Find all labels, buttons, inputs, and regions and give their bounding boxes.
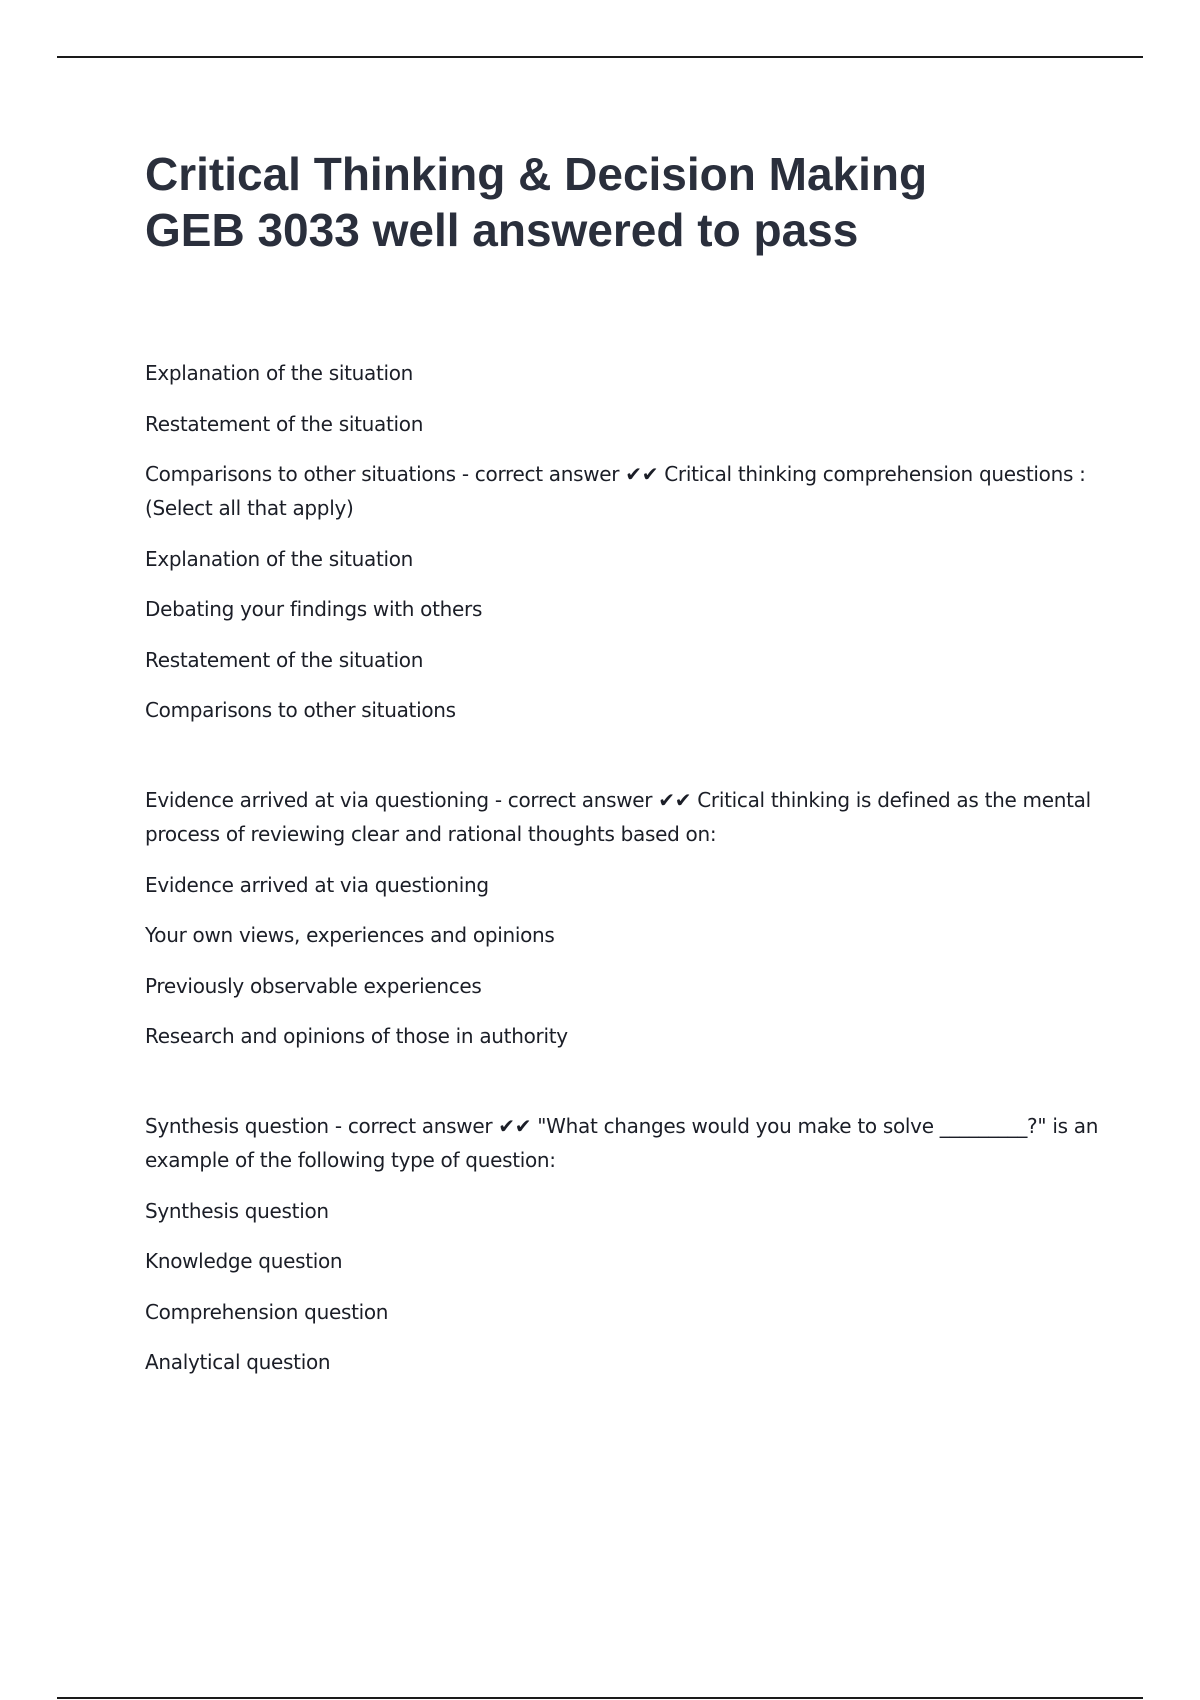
- list-item: Evidence arrived at via questioning: [145, 872, 489, 897]
- qa-block-1: [145, 356, 1105, 727]
- list-item: Restatement of the situation: [145, 411, 424, 436]
- list-item: Debating your findings with others: [145, 597, 483, 621]
- list-item: Synthesis question: [145, 1198, 329, 1223]
- list-item: Your own views, experiences and opinions: [145, 923, 555, 947]
- title-line-2: GEB 3033 well answered to pass: [145, 204, 859, 256]
- list-item: Previously observable experiences: [145, 973, 482, 998]
- title-line-1: Critical Thinking & Decision Making: [145, 148, 928, 200]
- list-item: Restatement of the situation: [145, 647, 424, 672]
- list-item: Explanation of the situation: [145, 546, 414, 571]
- page-title: [145, 146, 1105, 258]
- list-item: Analytical question: [145, 1350, 331, 1374]
- qa-block-2: [145, 783, 1105, 1053]
- question-answer-line: Synthesis question - correct answer ✔✔ "What changes would you make to solve _________?" is an example of the following type of question:: [145, 1114, 1099, 1172]
- list-item: Research and opinions of those in authority: [145, 1024, 568, 1048]
- list-item: Comprehension question: [145, 1299, 389, 1324]
- question-answer-line: Comparisons to other situations - correct answer ✔✔ Critical thinking comprehension questions : (Select all that apply): [145, 462, 1086, 520]
- question-answer-line: Evidence arrived at via questioning - correct answer ✔✔ Critical thinking is defined as the mental process of reviewing clear and rational thoughts based on:: [145, 788, 1091, 846]
- list-item: Comparisons to other situations: [145, 698, 456, 722]
- page-content: [145, 146, 1105, 1396]
- list-item: Explanation of the situation: [145, 361, 414, 385]
- qa-block-3: [145, 1109, 1105, 1379]
- qa-list: [145, 356, 1105, 1379]
- list-item: Knowledge question: [145, 1249, 343, 1273]
- bottom-rule: [57, 1697, 1143, 1699]
- top-rule: [57, 56, 1143, 58]
